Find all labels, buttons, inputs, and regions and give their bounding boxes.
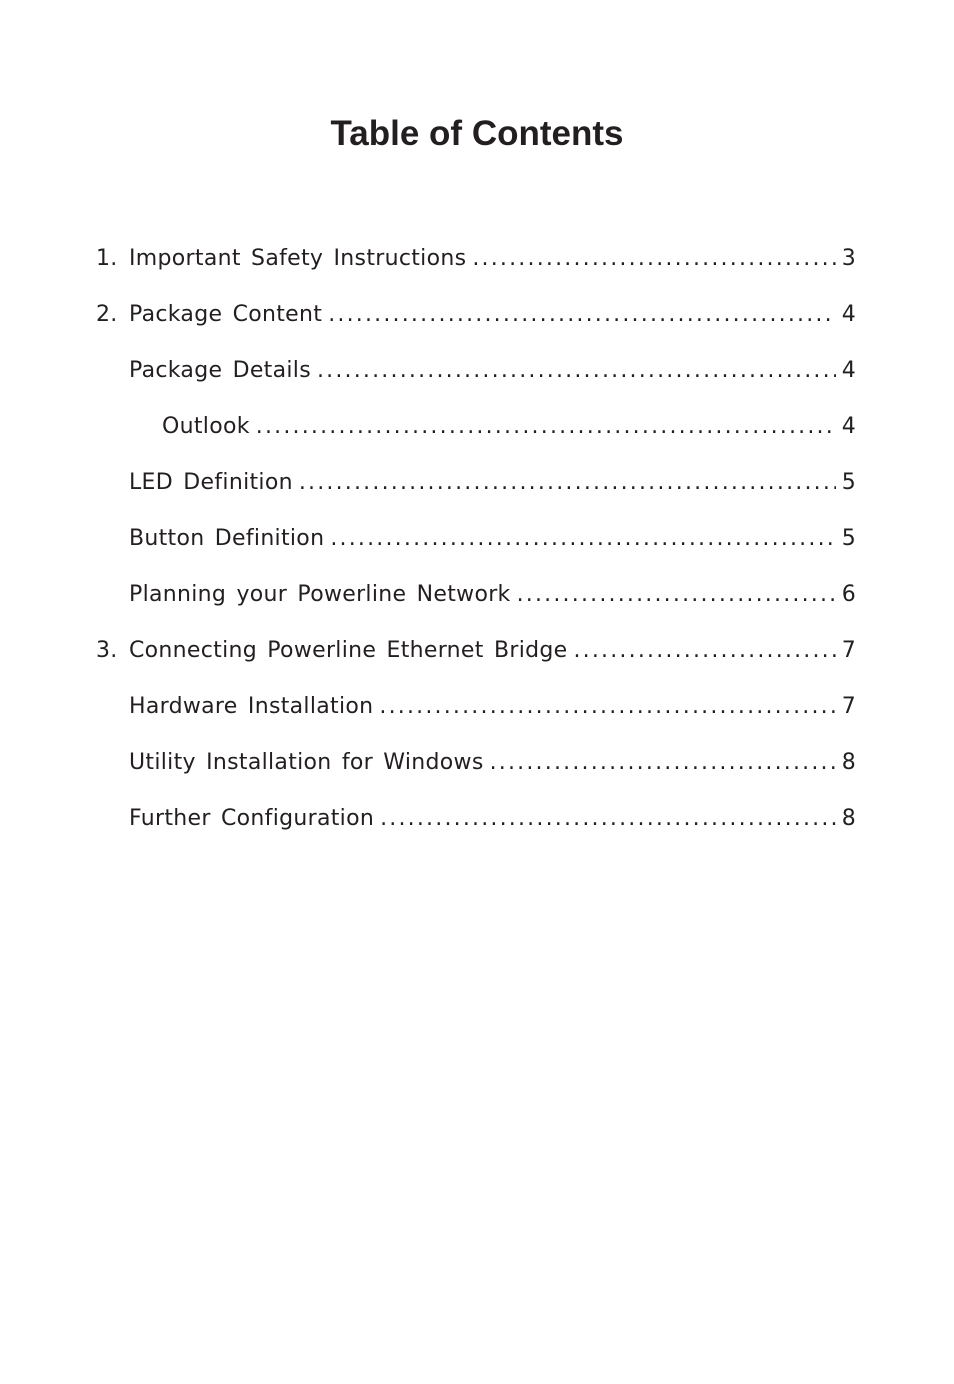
toc-entry-label: Connecting Powerline Ethernet Bridge: [129, 638, 568, 663]
toc-entry-label: LED Definition: [129, 470, 293, 495]
dot-leader: [317, 354, 836, 388]
toc-entry-label: Package Content: [129, 302, 323, 327]
toc-entry-label: Utility Installation for Windows: [129, 750, 484, 775]
toc-entry-number: 2.: [96, 302, 118, 327]
dot-leader: [330, 522, 835, 556]
dot-leader: [299, 466, 836, 500]
dot-leader: [573, 634, 835, 668]
toc-entry-label: Button Definition: [129, 526, 325, 551]
dot-leader: [517, 578, 836, 612]
toc-entry-label: Planning your Powerline Network: [129, 582, 511, 607]
toc-entry-page-number: 5: [841, 526, 856, 551]
dot-leader: [328, 298, 836, 332]
toc-entry-label: Outlook: [162, 414, 250, 439]
dot-leader: [490, 746, 836, 780]
toc-entry-label: Further Configuration: [129, 806, 375, 831]
toc-entry-number: 1.: [96, 246, 118, 271]
toc-entry-page-number: 4: [841, 358, 856, 383]
toc-entry-page-number: 4: [841, 414, 856, 439]
toc-entry-label: Package Details: [129, 358, 311, 383]
toc-entry-hardware-installation[interactable]: [96, 690, 856, 746]
toc-entry-planning-network[interactable]: [96, 578, 856, 634]
dot-leader: [379, 690, 835, 724]
toc-entry-label: Hardware Installation: [129, 694, 374, 719]
dot-leader: [380, 802, 836, 836]
toc-entry-page-number: 8: [841, 806, 856, 831]
toc-entry-label: Important Safety Instructions: [129, 246, 467, 271]
toc-entry-package-details[interactable]: [96, 354, 856, 410]
toc-entry-package-content[interactable]: [96, 298, 856, 354]
toc-entry-page-number: 8: [841, 750, 856, 775]
toc-entry-page-number: 6: [841, 582, 856, 607]
toc-entry-page-number: 7: [841, 694, 856, 719]
toc-entry-further-configuration[interactable]: [96, 802, 856, 858]
toc-entry-outlook[interactable]: [96, 410, 856, 466]
toc-entry-connecting-bridge[interactable]: [96, 634, 856, 690]
page-title: Table of Contents: [330, 114, 624, 153]
table-of-contents: [96, 242, 856, 858]
toc-entry-page-number: 4: [841, 302, 856, 327]
dot-leader: [256, 410, 836, 444]
toc-entry-page-number: 5: [841, 470, 856, 495]
toc-entry-page-number: 7: [841, 638, 856, 663]
toc-entry-page-number: 3: [841, 246, 856, 271]
toc-entry-button-definition[interactable]: [96, 522, 856, 578]
toc-entry-safety-instructions[interactable]: [96, 242, 856, 298]
toc-entry-led-definition[interactable]: [96, 466, 856, 522]
dot-leader: [472, 242, 835, 276]
toc-entry-number: 3.: [96, 638, 118, 663]
toc-entry-utility-installation[interactable]: [96, 746, 856, 802]
